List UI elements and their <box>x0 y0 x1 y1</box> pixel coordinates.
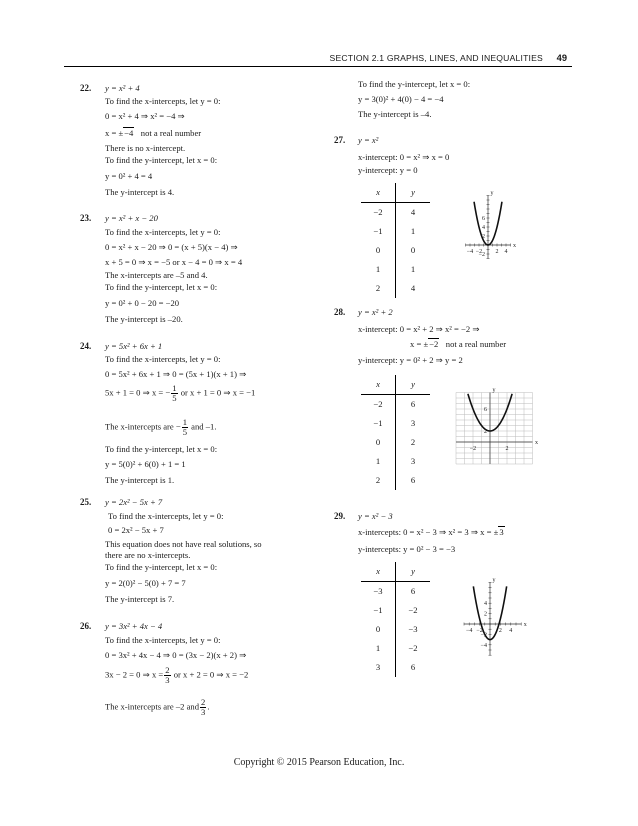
p28-y-tick-label: 2 <box>484 429 487 435</box>
p27-cell-x: −1 <box>361 222 396 241</box>
p28-cell-x: −1 <box>361 414 396 433</box>
p27-x-tick-label: 4 <box>504 249 508 255</box>
p28-cell-y: 6 <box>410 475 416 485</box>
p29-cell-x: −1 <box>361 601 396 620</box>
problem-28-equation: y = x² + 2 <box>358 307 393 317</box>
problem-23-equation: y = x² + x − 20 <box>105 213 158 223</box>
problem-22-equation: y = x² + 4 <box>105 83 140 93</box>
p26-line4-a: The x-intercepts are –2 and <box>105 701 200 712</box>
p29-y-tick-label: −4 <box>480 642 487 649</box>
p29-row <box>361 658 430 677</box>
p28-cell-x: 1 <box>361 452 396 471</box>
p27-cell-y: 4 <box>410 207 416 217</box>
p28-table <box>361 375 430 490</box>
p24-line7: The y-intercept is 1. <box>105 475 175 485</box>
p28-header-x: x <box>361 375 396 395</box>
p27-header-y: y <box>396 183 431 203</box>
p27-cell-x: −2 <box>361 203 396 223</box>
p26-line3-a: 3x − 2 = 0 ⇒ x = <box>105 669 164 680</box>
problem-28-number: 28. <box>334 307 346 317</box>
p24-line4-a: The x-intercepts are − <box>105 421 181 432</box>
section-title: SECTION 2.1 GRAPHS, LINES, AND INEQUALITIES <box>329 53 543 63</box>
p29-cell-x: −3 <box>361 582 396 602</box>
p27-x-tick-label: −4 <box>466 249 474 255</box>
p28-x-tick-label: 2 <box>505 446 509 452</box>
p29-row <box>361 601 430 620</box>
p28-row <box>361 433 430 452</box>
p27-cell-x: 2 <box>361 279 396 298</box>
p28-line2-a: x = ± <box>410 339 429 349</box>
p24-line3-b: or x + 1 = 0 ⇒ x = −1 <box>180 387 256 398</box>
p22-line3-a: x = ± <box>105 128 124 138</box>
p28-cell-y: 6 <box>410 399 416 409</box>
p27-row <box>361 203 430 223</box>
p25-line7: The y-intercept is 7. <box>105 594 175 604</box>
p28-sqrt: −2 <box>429 339 439 349</box>
p26cont-line3: The y-intercept is –4. <box>358 109 432 119</box>
p29-y-tick-label: 4 <box>484 601 487 608</box>
problem-27-number: 27. <box>334 135 346 145</box>
p26cont-line1: To find the y-intercept, let x = 0: <box>358 79 471 89</box>
p23-line7: The y-intercept is –20. <box>105 314 183 324</box>
p24-line6: y = 5(0)² + 6(0) + 1 = 1 <box>105 459 186 469</box>
p27-cell-y: 1 <box>410 264 416 274</box>
p28-line1: x-intercept: 0 = x² + 2 ⇒ x² = −2 ⇒ <box>358 324 480 334</box>
p25-line4: there are no x-intercepts. <box>105 550 191 560</box>
p26-frac2-num: 2 <box>201 697 206 707</box>
p27-line2: y-intercept: y = 0 <box>358 165 418 175</box>
p29-x-tick-label: −4 <box>466 628 473 634</box>
p27-x-tick-label: −2 <box>475 249 483 255</box>
p28-row <box>361 414 430 433</box>
p28-cell-x: −2 <box>361 395 396 415</box>
p26-frac-num: 2 <box>165 665 170 675</box>
p29-cell-y: −2 <box>408 643 418 653</box>
p29-sqrt: 3 <box>499 527 504 537</box>
p23-line1: To find the x-intercepts, let y = 0: <box>105 227 221 237</box>
p25-line5: To find the y-intercept, let x = 0: <box>105 562 218 572</box>
p22-line6: y = 0² + 4 = 4 <box>105 171 153 181</box>
p29-cell-y: −2 <box>408 605 418 615</box>
p24-line3-a: 5x + 1 = 0 ⇒ x = − <box>105 387 171 398</box>
p27-cell-y: 1 <box>410 226 416 236</box>
p27-cell-x: 0 <box>361 241 396 260</box>
p27-header-x: x <box>361 183 396 203</box>
p25-line1: To find the x-intercepts, let y = 0: <box>108 511 224 521</box>
p28-line2-c: not a real number <box>445 339 507 349</box>
p28-cell-x: 2 <box>361 471 396 490</box>
p22-line3-c: not a real number <box>140 128 202 138</box>
p28-line2 <box>410 338 506 351</box>
p27-x-tick-label: 2 <box>495 249 499 255</box>
p23-line3: x + 5 = 0 ⇒ x = −5 or x − 4 = 0 ⇒ x = 4 <box>105 257 243 267</box>
p24-line4-b: and –1. <box>191 421 217 432</box>
p29-y-tick-label: 2 <box>484 611 487 618</box>
p22-sqrt: −4 <box>124 128 134 138</box>
p29-header-x: x <box>361 562 396 582</box>
p28-header-y: y <box>396 375 431 395</box>
p27-x-axis-label: x <box>513 243 516 249</box>
p26-line3-b: or x + 2 = 0 ⇒ x = −2 <box>173 669 249 680</box>
problem-25-number: 25. <box>80 497 92 507</box>
p29-y-axis-label: y <box>492 577 496 584</box>
p27-y-tick-label: 2 <box>482 234 485 240</box>
p24-frac2-num: 1 <box>182 417 188 427</box>
problem-26-equation: y = 3x² + 4x − 4 <box>105 621 163 631</box>
copyright-footer: Copyright © 2015 Pearson Education, Inc. <box>233 757 405 768</box>
p24-line1: To find the x-intercepts, let y = 0: <box>105 354 221 364</box>
p27-row <box>361 260 430 279</box>
p29-cell-y: 6 <box>410 662 416 672</box>
p26cont-line2: y = 3(0)² + 4(0) − 4 = −4 <box>358 94 444 104</box>
p29-x-tick-label: −2 <box>476 628 483 634</box>
p25-line6: y = 2(0)² − 5(0) + 7 = 7 <box>105 578 186 588</box>
p27-row <box>361 279 430 298</box>
p29-row <box>361 639 430 658</box>
p22-line5: To find the y-intercept, let x = 0: <box>105 155 218 165</box>
p27-y-tick-label: −2 <box>478 252 485 258</box>
p28-row <box>361 452 430 471</box>
problem-29-equation: y = x² − 3 <box>358 511 393 521</box>
p28-graph <box>448 388 538 482</box>
p27-cell-x: 1 <box>361 260 396 279</box>
p28-x-axis-label: x <box>535 440 538 446</box>
p27-row <box>361 222 430 241</box>
page-number: 49 <box>556 53 567 63</box>
p23-line4: The x-intercepts are –5 and 4. <box>105 270 208 280</box>
p25-line2: 0 = 2x² − 5x + 7 <box>108 525 164 535</box>
p29-line1 <box>358 526 505 539</box>
p24-frac-den: 5 <box>172 393 177 403</box>
p28-line3: y-intercept: y = 0² + 2 ⇒ y = 2 <box>358 355 463 365</box>
p29-row <box>361 582 430 602</box>
p23-line6: y = 0² + 0 − 20 = −20 <box>105 298 180 308</box>
p24-line5: To find the y-intercept, let x = 0: <box>105 444 218 454</box>
p26-line2: 0 = 3x² + 4x − 4 ⇒ 0 = (3x − 2)(x + 2) ⇒ <box>105 650 247 660</box>
p27-line1: x-intercept: 0 = x² ⇒ x = 0 <box>358 152 450 162</box>
p27-cell-y: 0 <box>410 245 416 255</box>
p28-row <box>361 395 430 415</box>
p29-cell-y: 6 <box>410 586 416 596</box>
p29-x-axis-label: x <box>523 622 527 628</box>
p27-y-tick-label: 6 <box>482 216 485 222</box>
p26-frac-den: 3 <box>165 675 170 685</box>
p23-line5: To find the y-intercept, let x = 0: <box>105 282 218 292</box>
p26-frac2-den: 3 <box>201 707 206 717</box>
p27-graph <box>444 183 540 265</box>
p27-table <box>361 183 430 298</box>
p27-cell-y: 4 <box>410 283 416 293</box>
p28-cell-y: 3 <box>410 418 416 428</box>
p22-line4: There is no x-intercept. <box>105 143 186 153</box>
p27-y-tick-label: 4 <box>482 225 485 231</box>
p22-line1: To find the x-intercepts, let y = 0: <box>105 96 221 106</box>
p29-x-tick-label: 2 <box>498 628 502 634</box>
p24-frac2-den: 5 <box>182 427 188 437</box>
p22-line2: 0 = x² + 4 ⇒ x² = −4 ⇒ <box>105 111 185 121</box>
problem-25-equation: y = 2x² − 5x + 7 <box>105 497 163 507</box>
problem-23-number: 23. <box>80 213 92 223</box>
p29-cell-y: −3 <box>408 624 418 634</box>
p29-x-tick-label: 4 <box>509 628 513 634</box>
p28-cell-y: 2 <box>410 437 416 447</box>
problem-29-number: 29. <box>334 511 346 521</box>
p29-cell-x: 3 <box>361 658 396 677</box>
p29-graph <box>444 568 542 660</box>
p28-y-tick-label: 6 <box>484 407 487 413</box>
problem-24-equation: y = 5x² + 6x + 1 <box>105 341 163 351</box>
p28-cell-x: 0 <box>361 433 396 452</box>
p26-line1: To find the x-intercepts, let y = 0: <box>105 635 221 645</box>
p28-x-tick-label: −2 <box>469 446 477 452</box>
p29-header-y: y <box>396 562 431 582</box>
p24-line2: 0 = 5x² + 6x + 1 ⇒ 0 = (5x + 1)(x + 1) ⇒ <box>105 369 247 379</box>
p28-cell-y: 3 <box>410 456 416 466</box>
p28-y-axis-label: y <box>492 388 496 394</box>
p25-line3: This equation does not have real solutions, so <box>105 539 262 549</box>
p29-line1-a: x-intercepts: 0 = x² − 3 ⇒ x² = 3 ⇒ x = ± <box>358 527 499 537</box>
p29-table <box>361 562 430 677</box>
p27-row <box>361 241 430 260</box>
p27-y-axis-label: y <box>490 190 494 197</box>
problem-24-number: 24. <box>80 341 92 351</box>
p29-y-tick-label: −2 <box>480 632 487 639</box>
p28-row <box>361 471 430 490</box>
problem-22-number: 22. <box>80 83 92 93</box>
p29-cell-x: 0 <box>361 620 396 639</box>
p29-cell-x: 1 <box>361 639 396 658</box>
p29-row <box>361 620 430 639</box>
p26-line4-b: . <box>207 701 210 712</box>
problem-26-number: 26. <box>80 621 92 631</box>
p24-frac-num: 1 <box>172 383 177 393</box>
problem-27-equation: y = x² <box>358 135 379 145</box>
p29-line2: y-intercepts: y = 0² − 3 = −3 <box>358 544 456 554</box>
p23-line2: 0 = x² + x − 20 ⇒ 0 = (x + 5)(x − 4) ⇒ <box>105 242 238 252</box>
p22-line7: The y-intercept is 4. <box>105 187 175 197</box>
